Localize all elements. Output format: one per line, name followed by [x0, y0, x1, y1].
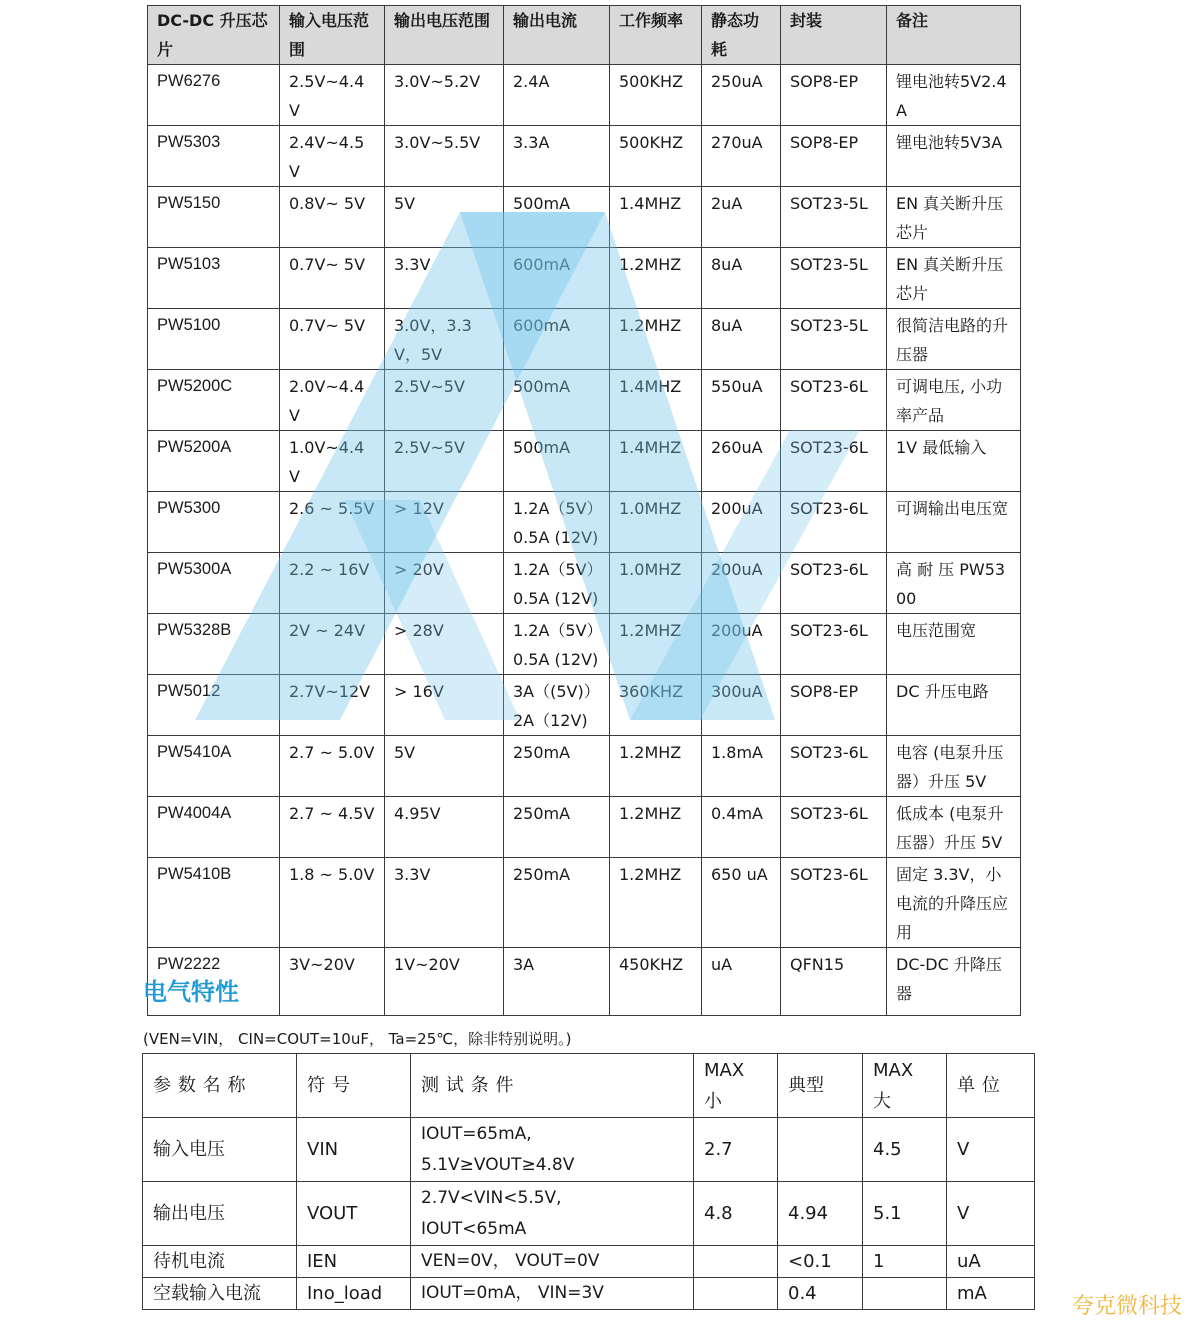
table-row [148, 797, 1021, 858]
symbol-cell: VOUT [297, 1182, 411, 1246]
iq-cell: 200uA [702, 492, 781, 553]
header-test: 测试条件 [411, 1054, 694, 1118]
table-header-row [148, 6, 1021, 65]
iout-cell: 2.4A [504, 65, 610, 126]
vin-cell: 2.6 ~ 5.5V [280, 492, 385, 553]
section-title: 电气特性 [143, 978, 239, 1006]
note-cell: EN 真关断升压芯片 [887, 187, 1021, 248]
vin-cell: 2V ~ 24V [280, 614, 385, 675]
table-row [148, 65, 1021, 126]
symbol-cell: IEN [297, 1246, 411, 1278]
chips-table [147, 5, 1021, 1016]
vin-cell: 0.7V~ 5V [280, 309, 385, 370]
header-chip: DC-DC 升压芯片 [148, 6, 280, 65]
freq-cell: 1.4MHZ [610, 431, 702, 492]
iq-cell: 300uA [702, 675, 781, 736]
model-cell: PW5200A [148, 431, 280, 492]
freq-cell: 450KHZ [610, 948, 702, 1016]
unit-cell: uA [947, 1246, 1035, 1278]
symbol-cell: VIN [297, 1118, 411, 1182]
note-cell: DC-DC 升降压器 [887, 948, 1021, 1016]
model-cell: PW5150 [148, 187, 280, 248]
iout-cell: 250mA [504, 858, 610, 948]
header-vin: 输入电压范围 [280, 6, 385, 65]
note-cell: 锂电池转5V3A [887, 126, 1021, 187]
typ-cell [778, 1118, 863, 1182]
iout-cell: 1.2A（5V）0.5A (12V) [504, 614, 610, 675]
vout-cell: 1V~20V [385, 948, 504, 1016]
vin-cell: 2.7 ~ 4.5V [280, 797, 385, 858]
freq-cell: 1.2MHZ [610, 614, 702, 675]
test-cell: IOUT=0mA， VIN=3V [411, 1278, 694, 1310]
test-line: IOUT=65mA, [421, 1123, 532, 1144]
package-cell: SOT23-6L [781, 431, 887, 492]
vin-cell: 2.7V~12V [280, 675, 385, 736]
package-cell: SOT23-6L [781, 492, 887, 553]
iout-cell: 250mA [504, 736, 610, 797]
iq-cell: 270uA [702, 126, 781, 187]
min-cell [694, 1278, 778, 1310]
test-line: 5.1V≥VOUT≥4.8V [421, 1154, 575, 1175]
note-cell: 1V 最低输入 [887, 431, 1021, 492]
table-row [148, 858, 1021, 948]
iout-cell: 600mA [504, 309, 610, 370]
freq-cell: 1.4MHZ [610, 187, 702, 248]
table-row [148, 187, 1021, 248]
header-max: MAX 大 [863, 1054, 947, 1118]
note-cell: 高 耐 压 PW5300 [887, 553, 1021, 614]
vout-cell: 2.5V~5V [385, 431, 504, 492]
vout-cell: 3.3V [385, 248, 504, 309]
unit-cell: V [947, 1182, 1035, 1246]
table-row [148, 948, 1021, 1016]
vin-cell: 1.0V~4.4V [280, 431, 385, 492]
iout-cell: 250mA [504, 797, 610, 858]
vout-cell: 2.5V~5V [385, 370, 504, 431]
model-cell: PW5410A [148, 736, 280, 797]
package-cell: SOP8-EP [781, 65, 887, 126]
model-cell: PW5200C [148, 370, 280, 431]
header-vout: 输出电压范围 [385, 6, 504, 65]
iout-cell: 3A [504, 948, 610, 1016]
model-cell: PW5100 [148, 309, 280, 370]
test-conditions: (VEN=VIN， CIN=COUT=10uF， Ta=25℃，除非特别说明。) [143, 1030, 572, 1048]
package-cell: SOT23-6L [781, 614, 887, 675]
package-cell: SOT23-6L [781, 858, 887, 948]
header-package: 封装 [781, 6, 887, 65]
typ-cell: <0.1 [778, 1246, 863, 1278]
package-cell: SOT23-6L [781, 553, 887, 614]
table-row [143, 1246, 1035, 1278]
iq-cell: 260uA [702, 431, 781, 492]
iq-cell: 8uA [702, 309, 781, 370]
test-line: 2.7V<VIN<5.5V, [421, 1187, 562, 1208]
header-min: MAX 小 [694, 1054, 778, 1118]
header-note: 备注 [887, 6, 1021, 65]
header-freq: 工作频率 [610, 6, 702, 65]
symbol-cell: Ino_load [297, 1278, 411, 1310]
note-cell: 很简洁电路的升压器 [887, 309, 1021, 370]
table-row [148, 675, 1021, 736]
freq-cell: 500KHZ [610, 126, 702, 187]
max-cell [863, 1278, 947, 1310]
vin-cell: 2.7 ~ 5.0V [280, 736, 385, 797]
iq-cell: 0.4mA [702, 797, 781, 858]
min-cell: 2.7 [694, 1118, 778, 1182]
unit-cell: mA [947, 1278, 1035, 1310]
iq-cell: 250uA [702, 65, 781, 126]
table-row [148, 736, 1021, 797]
note-cell: 电容 (电泵升压器）升压 5V [887, 736, 1021, 797]
vout-cell: 5V [385, 736, 504, 797]
vout-cell: 5V [385, 187, 504, 248]
model-cell: PW5300 [148, 492, 280, 553]
vout-cell: > 12V [385, 492, 504, 553]
header-typ: 典型 [778, 1054, 863, 1118]
note-cell: 低成本 (电泵升压器）升压 5V [887, 797, 1021, 858]
vin-cell: 0.8V~ 5V [280, 187, 385, 248]
iq-cell: 200uA [702, 614, 781, 675]
typ-cell: 4.94 [778, 1182, 863, 1246]
param-cell: 输出电压 [143, 1182, 297, 1246]
min-cell [694, 1246, 778, 1278]
min-cell: 4.8 [694, 1182, 778, 1246]
freq-cell: 1.2MHZ [610, 248, 702, 309]
test-cell: VEN=0V， VOUT=0V [411, 1246, 694, 1278]
freq-cell: 1.2MHZ [610, 858, 702, 948]
header-param: 参数名称 [143, 1054, 297, 1118]
freq-cell: 1.2MHZ [610, 797, 702, 858]
typ-cell: 0.4 [778, 1278, 863, 1310]
package-cell: SOT23-5L [781, 309, 887, 370]
vin-cell: 2.5V~4.4V [280, 65, 385, 126]
iq-cell: 1.8mA [702, 736, 781, 797]
model-cell: PW6276 [148, 65, 280, 126]
model-cell: PW5410B [148, 858, 280, 948]
table-row [148, 370, 1021, 431]
table-row [148, 126, 1021, 187]
vout-cell: 3.0V~5.5V [385, 126, 504, 187]
vin-cell: 2.4V~4.5V [280, 126, 385, 187]
vout-cell: > 28V [385, 614, 504, 675]
freq-cell: 1.0MHZ [610, 492, 702, 553]
package-cell: SOP8-EP [781, 126, 887, 187]
table-row [143, 1118, 1035, 1182]
table-row [148, 492, 1021, 553]
vout-cell: 4.95V [385, 797, 504, 858]
freq-cell: 360KHZ [610, 675, 702, 736]
max-cell: 1 [863, 1246, 947, 1278]
vin-cell: 2.0V~4.4V [280, 370, 385, 431]
model-cell: PW5328B [148, 614, 280, 675]
header-symbol: 符号 [297, 1054, 411, 1118]
table-row [143, 1182, 1035, 1246]
test-cell [411, 1118, 694, 1182]
freq-cell: 1.2MHZ [610, 309, 702, 370]
test-cell [411, 1182, 694, 1246]
iout-cell: 500mA [504, 431, 610, 492]
param-cell: 输入电压 [143, 1118, 297, 1182]
iq-cell: 8uA [702, 248, 781, 309]
table-row [148, 309, 1021, 370]
vin-cell: 2.2 ~ 16V [280, 553, 385, 614]
header-iout: 输出电流 [504, 6, 610, 65]
vin-cell: 3V~20V [280, 948, 385, 1016]
vout-cell: > 20V [385, 553, 504, 614]
model-cell: PW5103 [148, 248, 280, 309]
iout-cell: 500mA [504, 187, 610, 248]
note-cell: 电压范围宽 [887, 614, 1021, 675]
vout-cell: 3.0V~5.2V [385, 65, 504, 126]
iq-cell: 550uA [702, 370, 781, 431]
iq-cell: 2uA [702, 187, 781, 248]
package-cell: SOT23-6L [781, 797, 887, 858]
iq-cell: uA [702, 948, 781, 1016]
table-row [143, 1278, 1035, 1310]
model-cell: PW5303 [148, 126, 280, 187]
note-cell: 可调输出电压宽 [887, 492, 1021, 553]
package-cell: SOT23-5L [781, 187, 887, 248]
iout-cell: 1.2A（5V）0.5A (12V) [504, 492, 610, 553]
vin-cell: 0.7V~ 5V [280, 248, 385, 309]
iout-cell: 3.3A [504, 126, 610, 187]
model-cell: PW4004A [148, 797, 280, 858]
vout-cell: 3.0V，3.3V，5V [385, 309, 504, 370]
iout-cell: 1.2A（5V）0.5A (12V) [504, 553, 610, 614]
package-cell: SOT23-5L [781, 248, 887, 309]
iout-cell: 600mA [504, 248, 610, 309]
footer-brand: 夸克微科技 [1071, 1294, 1182, 1319]
model-cell: PW5012 [148, 675, 280, 736]
table-row [148, 614, 1021, 675]
package-cell: SOT23-6L [781, 736, 887, 797]
note-cell: EN 真关断升压芯片 [887, 248, 1021, 309]
freq-cell: 1.0MHZ [610, 553, 702, 614]
note-cell: 可调电压, 小功率产品 [887, 370, 1021, 431]
table-row [148, 553, 1021, 614]
vout-cell: > 16V [385, 675, 504, 736]
header-unit: 单位 [947, 1054, 1035, 1118]
test-line: IOUT<65mA [421, 1218, 527, 1239]
iout-cell: 3A（(5V)）2A（12V) [504, 675, 610, 736]
electrical-table [142, 1053, 1035, 1310]
table-header-row [143, 1054, 1035, 1118]
freq-cell: 1.2MHZ [610, 736, 702, 797]
param-cell: 待机电流 [143, 1246, 297, 1278]
freq-cell: 500KHZ [610, 65, 702, 126]
iq-cell: 200uA [702, 553, 781, 614]
model-cell: PW2222 [148, 948, 280, 1016]
iq-cell: 650 uA [702, 858, 781, 948]
unit-cell: V [947, 1118, 1035, 1182]
note-cell: DC 升压电路 [887, 675, 1021, 736]
max-cell: 5.1 [863, 1182, 947, 1246]
note-cell: 锂电池转5V2.4A [887, 65, 1021, 126]
vout-cell: 3.3V [385, 858, 504, 948]
header-iq: 静态功耗 [702, 6, 781, 65]
max-cell: 4.5 [863, 1118, 947, 1182]
package-cell: SOT23-6L [781, 370, 887, 431]
table-row [148, 248, 1021, 309]
package-cell: QFN15 [781, 948, 887, 1016]
vin-cell: 1.8 ~ 5.0V [280, 858, 385, 948]
table-row [148, 431, 1021, 492]
model-cell: PW5300A [148, 553, 280, 614]
package-cell: SOP8-EP [781, 675, 887, 736]
iout-cell: 500mA [504, 370, 610, 431]
freq-cell: 1.4MHZ [610, 370, 702, 431]
note-cell: 固定 3.3V，小电流的升降压应用 [887, 858, 1021, 948]
param-cell: 空载输入电流 [143, 1278, 297, 1310]
